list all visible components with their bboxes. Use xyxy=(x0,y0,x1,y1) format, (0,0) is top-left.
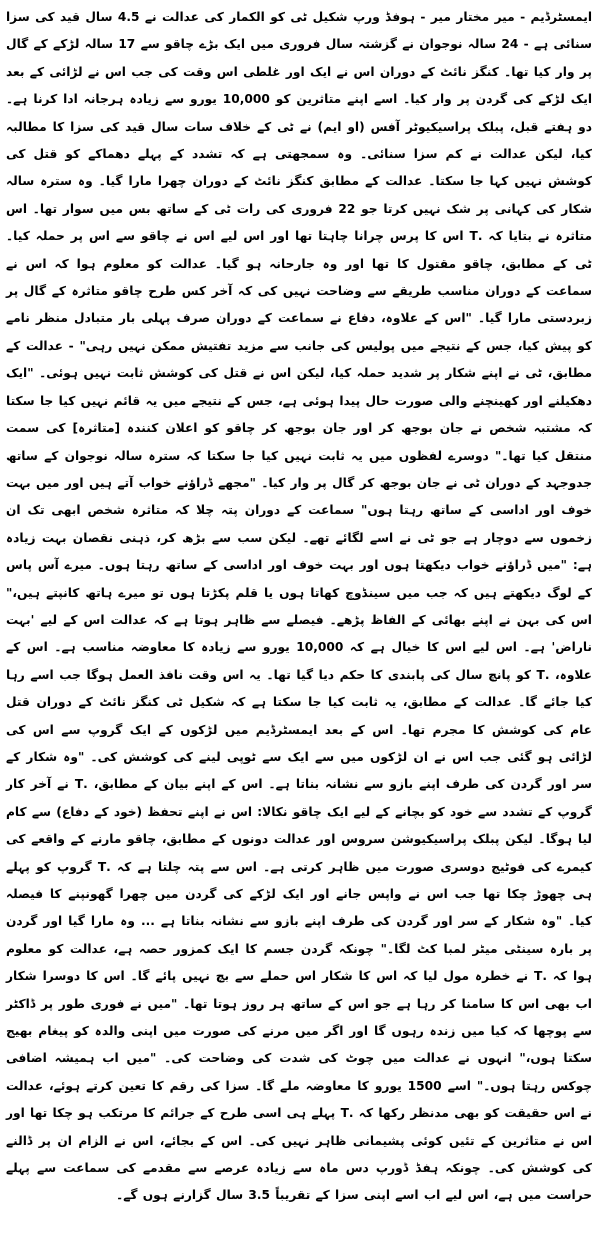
article-body: ایمسٹرڈیم - میر مختار میر - ہوفڈ ورپ شکیل ٹی کو الکمار کی عدالت نے 4.5 سال قید کی سزا سنائی ہے - 24 سالہ نوجوان نے گزشتہ سال فروری میں ایک بڑے چاقو سے 17 سالہ لڑکے کے گال پر وار کیا تھا۔ کنگز نائٹ کے دوران اس نے ایک اور غلطی اس وقت کی جب اس نے لڑائی کے بعد ایک لڑکے کی گردن پر وار کیا۔ اسے اپنے متاثرین کو 10,000 یورو سے زیادہ ہرجانہ ادا کرنا ہے۔ دو ہفتے قبل، پبلک پراسیکیوٹر آفس (او ایم) نے ٹی کے خلاف سات سال قید کی سزا کا مطالبہ کیا، لیکن عدالت نے کم سزا سنائی۔ وہ سمجھتی ہے کہ تشدد کے پہلے دھماکے کو قتل کی کوشش نہیں کہا جا سکتا۔ عدالت کے مطابق کنگز نائٹ کے دوران چھرا مارا گیا۔ وہ سترہ سالہ شکار کی کہانی پر شک نہیں کرتا جو 22 فروری کی رات ٹی کے ساتھ بس میں سوار تھا۔ اس متاثرہ نے بتایا کہ .T اس کا پرس چرانا چاہتا تھا اور اس لیے اس نے چاقو سے اس پر حملہ کیا۔ ٹی کے مطابق، چاقو مقتول کا تھا اور وہ جارحانہ ہو گیا۔ عدالت کو معلوم ہوا کہ اس نے سماعت کے دوران مناسب طریقے سے وضاحت نہیں کی کہ آخر کس طرح چاقو متاثرہ کے گال پر زبردستی مارا گیا۔ "اس کے علاوہ، دفاع نے سماعت کے دوران صرف پہلی بار متبادل منظر نامے کو پیش کیا، جس کے نتیجے میں پولیس کی جانب سے مزید تفتیش ممکن نہیں رہی" - عدالت کے مطابق، ٹی نے اپنے شکار پر شدید حملہ کیا، لیکن اس نے قتل کی کوشش ثابت نہیں ہوئی۔ "ایک دھکیلنے اور کھینچنے والی صورت حال پیدا ہوئی ہے، جس کے نتیجے میں یہ قائم نہیں کیا جا سکتا کہ مشتبہ شخص نے جان بوجھ کر اور جان بوجھ کر چاقو کو اعلان کنندہ [متاثرہ] کی سمت منتقل کیا تھا۔" دوسرے لفظوں میں یہ ثابت نہیں کیا جا سکتا کہ سترہ سالہ نوجوان کے ساتھ جدوجہد کے دوران ٹی نے جان بوجھ کر گال پر وار کیا۔ "مجھے ڈراؤنے خواب آتے ہیں اور میں بہت خوف اور اداسی کے ساتھ رہتا ہوں" سماعت کے دوران پتہ چلا کہ متاثرہ شخص ابھی تک ان زخموں سے دوچار ہے جو ٹی نے اسے لگائے تھے۔ لیکن سب سے بڑھ کر، ذہنی نقصان بہت زیادہ ہے: "میں ڈراؤنے خواب دیکھتا ہوں اور بہت خوف اور اداسی کے ساتھ رہتا ہوں۔ میرے آس پاس کے لوگ دیکھتے ہیں کہ جب میں سینڈوچ کھاتا ہوں یا قلم پکڑتا ہوں تو میرے ہاتھ کانپتے ہیں،" اس کی بہن نے اپنے بھائی کے الفاظ پڑھے۔ فیصلے سے ظاہر ہوتا ہے کہ عدالت اس کے لیے 'بہت ناراض' ہے۔ اس لیے اس کا خیال ہے کہ 10,000 یورو سے زیادہ کا معاوضہ مناسب ہے۔ اس کے علاوہ، .T کو پانچ سال کی پابندی کا حکم دیا گیا تھا۔ یہ اس وقت نافذ العمل ہوگا جب اسے رہا کیا جائے گا۔ عدالت کے مطابق، یہ ثابت کیا جا سکتا ہے کہ شکیل ٹی کنگز نائٹ کے دوران قتل عام کی کوشش کا مجرم تھا۔ اس کے بعد ایمسٹرڈیم میں لڑکوں کے ایک گروپ سے اس کی لڑائی ہو گئی جب اس نے ان لڑکوں میں سے ایک سے ٹوپی لینے کی کوشش کی۔ "وہ شکار کے سر اور گردن کی طرف اپنے بازو سے نشانہ بناتا ہے۔ اس کے اپنے بیان کے مطابق، .T نے آخر کار گروپ کے تشدد سے خود کو بچانے کے لیے ایک چاقو نکالا: اس نے اپنے تحفظ (خود کے دفاع) سے کام لیا ہوگا۔ لیکن پبلک پراسیکیوشن سروس اور عدالت دونوں کے مطابق، چاقو مارنے کے واقعے کی کیمرے کی فوٹیج دوسری صورت میں ظاہر کرتی ہے۔ اس سے پتہ چلتا ہے کہ .T گروپ کو پہلے ہی چھوڑ چکا تھا جب اس نے واپس جانے اور ایک لڑکے کی گردن میں چھرا گھونپنے کا فیصلہ کیا۔ "وہ شکار کے سر اور گردن کی طرف اپنے بازو سے نشانہ بناتا ہے ... وہ مارا گیا اور گردن پر بارہ سینٹی میٹر لمبا کٹ لگا۔" چونکہ گردن جسم کا ایک کمزور حصہ ہے، عدالت کو معلوم ہوا کہ .T نے خطرہ مول لیا کہ اس کا شکار اس حملے سے بچ نہیں پائے گا۔ اس کا دوسرا شکار اب بھی اس کا سامنا کر رہا ہے جو اس کے ساتھ ہر روز ہوتا تھا۔ "میں نے فوری طور پر ڈاکٹر سے پوچھا کہ کیا میں زندہ رہوں گا اور اگر میں مرنے کی صورت میں اپنی والدہ کو پیغام بھیج سکتا ہوں،" انہوں نے عدالت میں چوٹ کی شدت کی وضاحت کی۔ "میں اب ہمیشہ اضافی چوکس رہتا ہوں۔" اسے 1500 یورو کا معاوضہ ملے گا۔ سزا کی رقم کا تعین کرتے ہوئے، عدالت نے اس حقیقت کو بھی مدنظر رکھا کہ .T پہلے ہی اسی طرح کے جرائم کا مرتکب ہو چکا تھا اور اس نے متاثرین کے تئیں کوئی پشیمانی ظاہر نہیں کی۔ اس کے بجائے، اس نے الزام ان پر ڈالنے کی کوشش کی۔ چونکہ ہفڈ ڈورپ دس ماہ سے زیادہ عرصے سے مقدمے کی سماعت سے پہلے حراست میں ہے، اس لیے اب اسے اپنی سزا کے تقریباً 3.5 سال گزارنے ہوں گے۔ xyxy=(6,10,593,1203)
